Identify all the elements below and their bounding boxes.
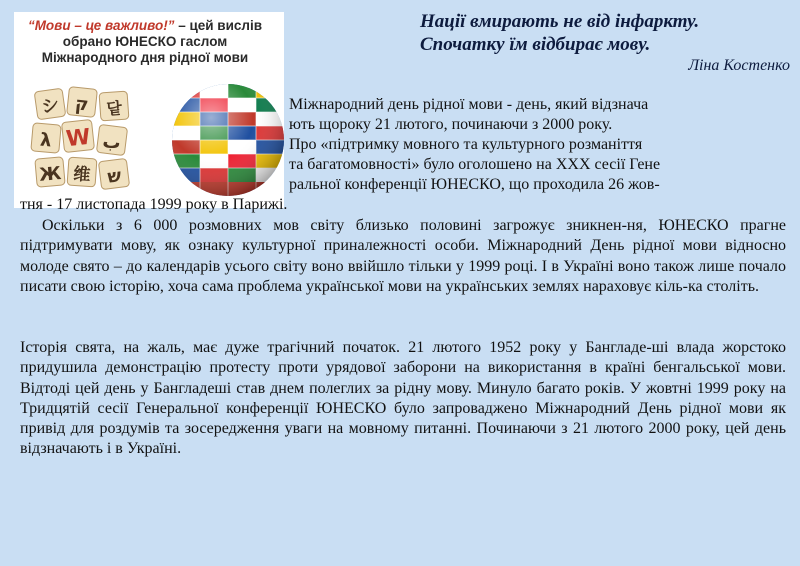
intro-line: Міжнародний день рідної мови - день, який відзнача [289,96,649,113]
tile-glyph: ש [106,165,123,188]
epigraph-line-2: Спочатку їм відбирає мову. [420,34,651,55]
tile-glyph: Ж [38,163,63,186]
tile-glyph: シ [39,94,61,119]
intro-line: ють щороку 21 лютого, починаючи з 2000 року. [289,116,613,133]
intro-line: та багатомовності» було оголошено на XXX сесії Гене [289,156,661,173]
intro-line: Про «підтримку мовного та культурного розманіття [289,136,643,153]
intro-line: ральної конференції ЮНЕСКО, що проходила 26 жов- [289,176,660,193]
tile-glyph: ب [101,130,122,155]
banner-image [14,12,284,208]
intro-line-continued: тня - 17 листопада 1999 року в Парижі. [20,196,288,213]
tile-glyph: λ [39,129,53,152]
flags-globe-icon [14,12,284,208]
paragraph-history: Історія свята, на жаль, має дуже трагічний початок. 21 лютого 1952 року у Бангладе-ші влада жорстоко придушила демонстрацію протесту проти урядової заборони на використання в країні бенгальської мови. Відтоді цей день у Бангладеші став днем полеглих за рідну мову. Минуло багато років. У жовтні 1999 року на Тридцятій сесії Генеральної конференції ЮНЕСКО було запроваджено Міжнародний День рідної мови як привід для роздумів та зосередження уваги на мовному питанні. Починаючи з 21 лютого 2000 року, цей день відзначають і в Україні. [20,339,786,458]
banner-caption-text: – цей вислів обрано ЮНЕСКО гаслом Міжнародного дня рідної мови [41,18,263,65]
banner-quote: “Мови – це важливо!” [27,18,175,33]
tile-glyph: 维 [72,164,91,186]
tile-glyph: 닽 [105,98,123,119]
epigraph-line-1: Нації вмирають не від інфаркту. [420,11,700,32]
epigraph-author: Ліна Костенко [688,57,790,74]
tile-glyph: ק [74,93,90,116]
epigraph [420,10,790,75]
tile-glyph: W [64,124,92,153]
intro-paragraph [289,95,789,195]
paragraph-endangered-languages: Оскільки з 6 000 розмовних мов світу близько половині загрожує зникнен-ня, ЮНЕСКО прагне підтримувати мову, як ознаку культурної приналежності особи. Міжнародний День рідної мови відносно молоде свято – до календарів усього світу воно ввійшло тільки у 1999 році. І в Україні воно також лише почало писати свою історію, хоча сама проблема української мови на українських землях нараховує кіль-ка століть. [20,217,786,295]
